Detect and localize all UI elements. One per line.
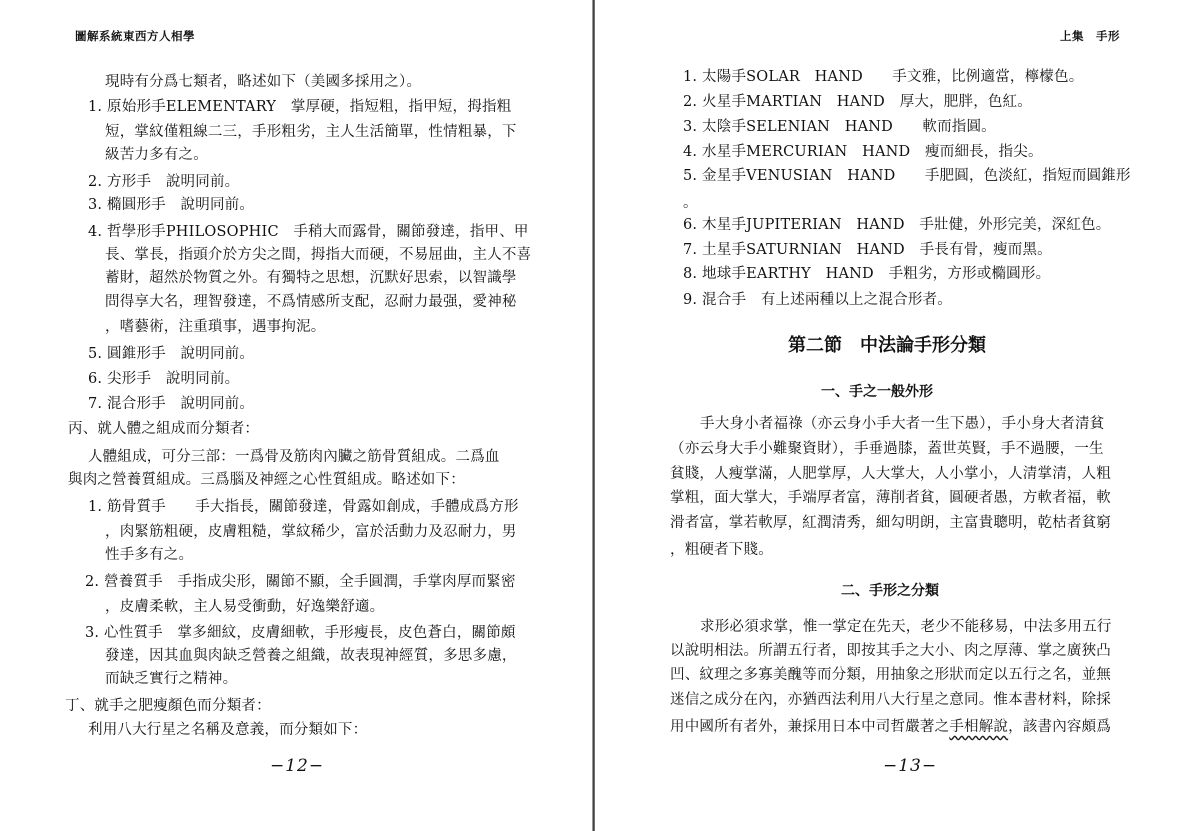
left-text-line-19: ，肉緊筋粗硬，皮膚粗糙，掌紋稀少，富於活動力及忍耐力，男 bbox=[105, 524, 517, 540]
left-text-line-11: ，嗜藝術，注重瑣事，遇事拘泥。 bbox=[105, 319, 326, 335]
planet-hand-item-8: 7. 土星手SATURNIAN HAND 手長有骨，瘦而黑。 bbox=[683, 242, 1052, 258]
para1-line-4: 掌粗，面大掌大，手端厚者富，薄削者貧，圓硬者愚，方軟者福，軟 bbox=[670, 490, 1111, 506]
planet-hand-item-10: 9. 混合手 有上述兩種以上之混合形者。 bbox=[683, 292, 952, 308]
left-text-line-18: 1. 筋骨質手 手大指長，關節發達，骨露如創成，手體成爲方形 bbox=[88, 499, 519, 515]
left-text-line-3: 短，掌紋僅粗線二三，手形粗劣，主人生活簡單，性情粗暴，下 bbox=[105, 124, 517, 140]
right-page bbox=[598, 0, 1187, 831]
page-number-right: −13− bbox=[883, 756, 938, 776]
left-text-line-1: 現時有分爲七類者，略述如下（美國多採用之）。 bbox=[105, 74, 422, 90]
planet-hand-item-1: 1. 太陽手SOLAR HAND 手文雅，比例適當，檸檬色。 bbox=[683, 69, 1084, 85]
planet-hand-item-2: 2. 火星手MARTIAN HAND 厚大，肥胖，色紅。 bbox=[683, 94, 1033, 110]
running-head-right: 上集 手形 bbox=[1060, 29, 1120, 43]
para1-line-5: 滑者富，掌若軟厚，紅潤清秀，細勾明朗，主富貴聰明，乾枯者貧窮 bbox=[670, 515, 1111, 531]
left-page bbox=[0, 0, 592, 831]
left-text-line-8: 長、掌長，指頭介於方尖之間，拇指大而硬，不易屈曲，主人不喜 bbox=[105, 247, 532, 263]
planet-hand-item-9: 8. 地球手EARTHY HAND 手粗劣，方形或橢圓形。 bbox=[683, 266, 1051, 282]
para2-line-1: 求形必須求掌，惟一掌定在先天，老少不能移易，中法多用五行 bbox=[700, 619, 1112, 635]
left-text-line-4: 級苦力多有之。 bbox=[105, 147, 208, 163]
subsection-title-2: 二、手形之分類 bbox=[841, 583, 939, 599]
para1-line-2: （亦云身大手小難聚資財），手垂過膝，蓋世英賢，手不過腰，一生 bbox=[670, 441, 1104, 457]
running-head-left: 圖解系統東西方人相學 bbox=[75, 29, 195, 43]
left-text-line-13: 6. 尖形手 說明同前。 bbox=[88, 371, 240, 387]
para1-line-1: 手大身小者福祿（亦云身小手大者一生下愚），手小身大者清貧 bbox=[700, 416, 1105, 432]
paragraph-last-line bbox=[670, 717, 1111, 737]
left-text-line-9: 蓄財，超然於物質之外。有獨特之思想，沉默好思索，以智識學 bbox=[105, 270, 517, 286]
left-text-line-26: 丁、就手之肥瘦顏色而分類者： bbox=[65, 698, 271, 714]
left-text-line-15: 丙、就人體之組成而分類者： bbox=[68, 421, 260, 437]
left-text-line-12: 5. 圓錐形手 說明同前。 bbox=[88, 346, 255, 362]
book-gutter bbox=[592, 0, 595, 831]
page-number-left: −12− bbox=[270, 756, 325, 776]
planet-hand-item-7: 6. 木星手JUPITERIAN HAND 手壯健，外形完美，深紅色。 bbox=[683, 217, 1111, 233]
planet-hand-item-5: 5. 金星手VENUSIAN HAND 手肥圓，色淡紅，指短而圓錐形 bbox=[683, 168, 1131, 184]
left-text-line-24: 發達，因其血與肉缺乏營養之組織，故表現神經質，多思多慮， bbox=[105, 648, 517, 664]
section-title: 第二節 中法論手形分類 bbox=[788, 335, 986, 356]
planet-hand-item-6: 。 bbox=[683, 195, 698, 211]
left-text-line-22: ，皮膚柔軟，主人易受衝動，好逸樂舒適。 bbox=[105, 599, 385, 615]
left-text-line-20: 性手多有之。 bbox=[105, 547, 194, 563]
para1-line-3: 貧賤，人瘦掌滿，人肥掌厚，人大掌大，人小掌小，人清掌清，人粗 bbox=[670, 466, 1111, 482]
para2-line-4: 迷信之成分在內，亦猶西法利用八大行星之意同。惟本書材料，除採 bbox=[670, 692, 1111, 708]
subsection-title-1: 一、手之一般外形 bbox=[821, 384, 933, 400]
left-text-line-10: 問得享大名，理智發達，不爲情感所支配，忍耐力最强，愛神秘 bbox=[105, 294, 517, 310]
last-line-before: 用中國所有者外，兼採用日本中司哲嚴著之 bbox=[670, 719, 950, 735]
left-text-line-23: 3. 心性質手 掌多細紋，皮膚細軟，手形瘦長，皮色蒼白，關節頗 bbox=[85, 625, 516, 641]
left-text-line-21: 2. 營養質手 手指成尖形，關節不顯，全手圓潤，手掌肉厚而緊密 bbox=[85, 574, 516, 590]
left-text-line-14: 7. 混合形手 說明同前。 bbox=[88, 396, 255, 412]
left-text-line-27: 利用八大行星之名稱及意義，而分類如下： bbox=[88, 722, 368, 738]
planet-hand-item-4: 4. 水星手MERCURIAN HAND 瘦而細長，指尖。 bbox=[683, 144, 1043, 160]
left-text-line-6: 3. 橢圓形手 說明同前。 bbox=[88, 197, 255, 213]
last-line-after: ，該書內容頗爲 bbox=[1008, 719, 1112, 735]
left-text-line-17: 與肉之營養質組成。三爲腦及神經之心性質組成。略述如下： bbox=[68, 472, 465, 488]
planet-hand-item-3: 3. 太陰手SELENIAN HAND 軟而指圓。 bbox=[683, 119, 996, 135]
left-text-line-7: 4. 哲學形手PHILOSOPHIC 手稍大而露骨，關節發達，指甲、甲 bbox=[88, 224, 529, 240]
para1-line-6: ，粗硬者下賤。 bbox=[670, 542, 773, 558]
para2-line-2: 以說明相法。所謂五行者，即按其手之大小、肉之厚薄、掌之廣狹凸 bbox=[670, 643, 1111, 659]
left-text-line-5: 2. 方形手 說明同前。 bbox=[88, 174, 240, 190]
book-title-underlined: 手相解說 bbox=[949, 719, 1009, 735]
left-text-line-16: 人體組成，可分三部：一爲骨及筋肉內臟之筋骨質組成。二爲血 bbox=[88, 449, 500, 465]
para2-line-3: 凹、紋理之多寡美醜等而分類，用抽象之形狀而定以五行之名，並無 bbox=[670, 667, 1111, 683]
left-text-line-25: 而缺乏實行之精神。 bbox=[105, 671, 238, 687]
left-text-line-2: 1. 原始形手ELEMENTARY 掌厚硬，指短粗，指甲短，拇指粗 bbox=[88, 99, 512, 115]
